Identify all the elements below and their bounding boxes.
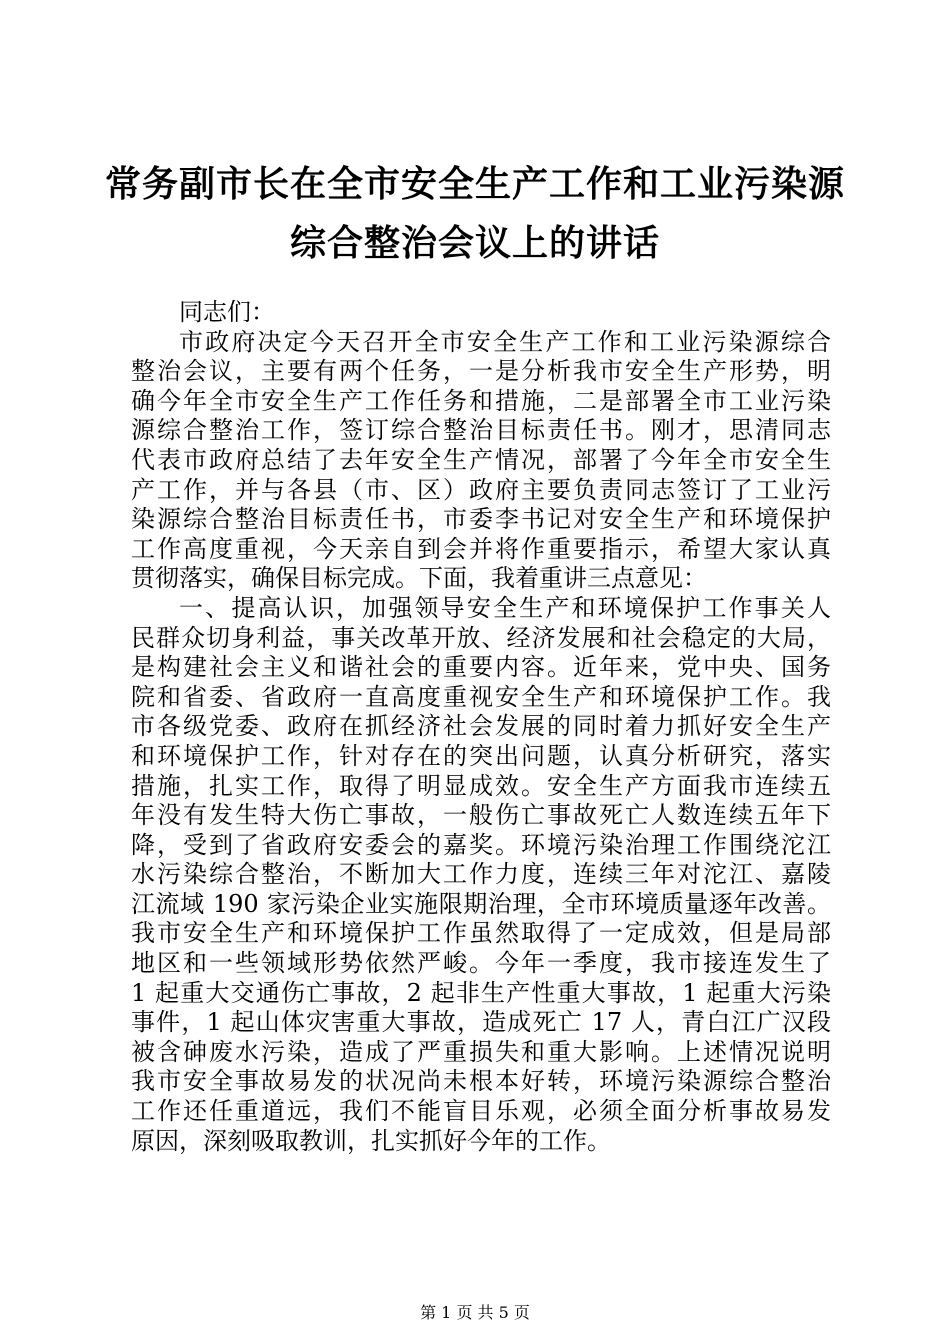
paragraph-line: 1 起重大交通伤亡事故，2 起非生产性重大事故，1 起重大污染 xyxy=(131,978,831,1007)
paragraph-line: 确今年全市安全生产工作任务和措施，二是部署全市工业污染 xyxy=(131,386,831,415)
paragraph-line: 年没有发生特大伤亡事故，一般伤亡事故死亡人数连续五年下 xyxy=(131,801,831,830)
paragraph-line: 地区和一些领域形势依然严峻。今年一季度，我市接连发生了 xyxy=(131,949,831,978)
paragraph-line: 代表市政府总结了去年安全生产情况，部署了今年全市安全生 xyxy=(131,445,831,474)
salutation: 同志们： xyxy=(179,298,275,326)
paragraph-line: 源综合整治工作，签订综合整治目标责任书。刚才，思清同志 xyxy=(131,416,831,445)
paragraph-line: 是构建社会主义和谐社会的重要内容。近年来，党中央、国务 xyxy=(131,653,831,682)
paragraph-line: 被含砷废水污染，造成了严重损失和重大影响。上述情况说明 xyxy=(131,1037,831,1066)
paragraph-line: 整治会议，主要有两个任务，一是分析我市安全生产形势，明 xyxy=(131,357,831,386)
paragraph-line: 市政府决定今天召开全市安全生产工作和工业污染源综合 xyxy=(179,327,831,356)
paragraph-line: 染源综合整治目标责任书，市委李书记对安全生产和环境保护 xyxy=(131,505,831,534)
paragraph-line: 产工作，并与各县（市、区）政府主要负责同志签订了工业污 xyxy=(131,475,831,504)
paragraph-line: 市各级党委、政府在抓经济社会发展的同时着力抓好安全生产 xyxy=(131,712,831,741)
page-number-footer: 第 1 页 共 5 页 xyxy=(420,1303,530,1322)
paragraph-line: 院和省委、省政府一直高度重视安全生产和环境保护工作。我 xyxy=(131,682,831,711)
paragraph-line: 一、提高认识，加强领导安全生产和环境保护工作事关人 xyxy=(179,593,831,622)
paragraph-line: 和环境保护工作，针对存在的突出问题，认真分析研究，落实 xyxy=(131,741,831,770)
paragraph-line: 降，受到了省政府安委会的嘉奖。环境污染治理工作围绕沱江 xyxy=(131,830,831,859)
paragraph-line: 民群众切身利益，事关改革开放、经济发展和社会稳定的大局， xyxy=(131,623,831,652)
document-body xyxy=(131,298,831,1156)
paragraph-line: 事件，1 起山体灾害重大事故，造成死亡 17 人，青白江广汉段 xyxy=(131,1008,831,1037)
paragraph-line: 江流域 190 家污染企业实施限期治理，全市环境质量逐年改善。 xyxy=(131,889,831,918)
document-title-line-2: 综合整治会议上的讲话 xyxy=(289,222,660,264)
paragraph-line: 我市安全事故易发的状况尚未根本好转，环境污染源综合整治 xyxy=(131,1067,831,1096)
paragraph-line: 原因，深刻吸取教训，扎实抓好今年的工作。 xyxy=(131,1126,611,1155)
paragraph-line: 贯彻落实，确保目标完成。下面，我着重讲三点意见： xyxy=(131,564,707,593)
paragraph-line: 工作还任重道远，我们不能盲目乐观，必须全面分析事故易发 xyxy=(131,1097,831,1126)
paragraph-line: 我市安全生产和环境保护工作虽然取得了一定成效，但是局部 xyxy=(131,919,831,948)
paragraph-line: 措施，扎实工作，取得了明显成效。安全生产方面我市连续五 xyxy=(131,771,831,800)
paragraph-line: 工作高度重视，今天亲自到会并将作重要指示，希望大家认真 xyxy=(131,534,831,563)
paragraph-line: 水污染综合整治，不断加大工作力度，连续三年对沱江、嘉陵 xyxy=(131,860,831,889)
document-title-line-1: 常务副市长在全市安全生产工作和工业污染源 xyxy=(104,163,845,205)
